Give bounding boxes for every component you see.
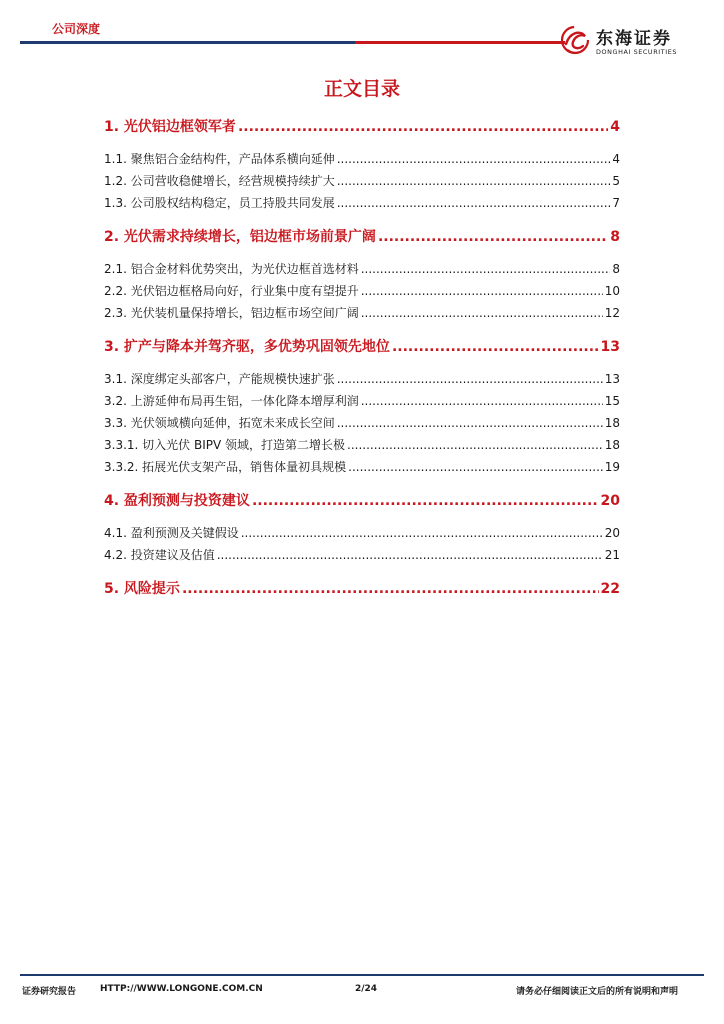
toc-entry-level2[interactable] — [104, 546, 620, 563]
toc-entry-text: 3.3.1. 切入光伏 BIPV 领域，打造第二增长极 — [104, 438, 346, 452]
toc-entry-level2[interactable] — [104, 524, 620, 541]
toc-entry-level2[interactable] — [104, 194, 620, 211]
toc-entry-text: 5. 风险提示 — [104, 581, 180, 597]
toc-entry-level2[interactable] — [104, 172, 620, 189]
toc-entry-page: 18 — [604, 416, 620, 430]
footer-website-link[interactable]: HTTP://WWW.LONGONE.COM.CN — [100, 984, 263, 994]
toc-entry-text: 3.3.2. 拓展光伏支架产品，销售体量初具规模 — [104, 460, 347, 474]
toc-entry-level2[interactable] — [104, 304, 620, 321]
toc-leader-dots — [378, 229, 608, 245]
toc-title: 正文目录 — [323, 78, 400, 100]
toc-leader-dots — [348, 460, 603, 474]
toc-entry-page: 22 — [600, 581, 620, 597]
toc-entry-text: 2.1. 铝合金材料优势突出，为光伏边框首选材料 — [104, 262, 359, 276]
footer-disclaimer: 请务必仔细阅读正文后的所有说明和声明 — [516, 987, 679, 997]
toc-leader-dots — [241, 526, 603, 540]
toc-entry-text: 1.2. 公司营收稳健增长，经营规模持续扩大 — [104, 174, 335, 188]
footer-rule — [20, 974, 704, 976]
toc-entry-text: 1. 光伏铝边框领军者 — [104, 119, 236, 135]
toc-entry-level2[interactable] — [104, 392, 620, 409]
toc-entry-page: 7 — [612, 196, 620, 210]
toc-entry-level1[interactable] — [104, 116, 620, 136]
toc-entry-text: 2.3. 光伏装机量保持增长，铝边框市场空间广阔 — [104, 306, 359, 320]
toc-entry-text: 2. 光伏需求持续增长，铝边框市场前景广阔 — [104, 229, 376, 245]
toc-leader-dots — [337, 174, 611, 188]
toc-leader-dots — [361, 284, 603, 298]
toc-entry-page: 19 — [604, 460, 620, 474]
toc-entry-text: 4. 盈利预测与投资建议 — [104, 493, 250, 509]
footer-report-label: 证券研究报告 — [22, 987, 77, 997]
header-rule-red — [355, 41, 565, 44]
toc-entry-text: 1.1. 聚焦铝合金结构件，产品体系横向延伸 — [104, 152, 335, 166]
toc-entry-text: 3.2. 上游延伸布局再生铝，一体化降本增厚利润 — [104, 394, 359, 408]
toc-entry-page: 5 — [612, 174, 620, 188]
logo-chinese-name: 东海证券 — [596, 29, 672, 49]
toc-entry-level1[interactable] — [104, 490, 620, 510]
toc-entry-level2[interactable] — [104, 282, 620, 299]
toc-entry-text: 3. 扩产与降本并驾齐驱，多优势巩固领先地位 — [104, 339, 390, 355]
toc-entry-page: 20 — [600, 493, 620, 509]
footer-page-number: 2/24 — [355, 984, 378, 994]
company-logo — [558, 22, 688, 60]
toc-entry-text: 3.3. 光伏领域横向延伸，拓宽未来成长空间 — [104, 416, 335, 430]
toc-leader-dots — [238, 119, 608, 135]
toc-entry-text: 1.3. 公司股权结构稳定，员工持股共同发展 — [104, 196, 335, 210]
toc-leader-dots — [361, 306, 603, 320]
toc-leader-dots — [361, 394, 603, 408]
toc-entry-page: 4 — [610, 119, 620, 135]
toc-leader-dots — [361, 262, 611, 276]
toc-entry-level3[interactable] — [104, 458, 620, 475]
toc-entry-level1[interactable] — [104, 336, 620, 356]
toc-entry-page: 12 — [604, 306, 620, 320]
toc-leader-dots — [252, 493, 599, 509]
toc-entry-text: 4.1. 盈利预测及关键假设 — [104, 526, 239, 540]
toc-entry-page: 10 — [604, 284, 620, 298]
toc-leader-dots — [217, 548, 603, 562]
toc-entry-level2[interactable] — [104, 414, 620, 431]
toc-entry-level2[interactable] — [104, 370, 620, 387]
logo-english-name: DONGHAI SECURITIES — [596, 48, 678, 56]
toc-entry-level3[interactable] — [104, 436, 620, 453]
toc-entry-page: 18 — [604, 438, 620, 452]
header-rule-navy — [20, 41, 355, 44]
toc-leader-dots — [337, 372, 603, 386]
toc-entry-page: 21 — [604, 548, 620, 562]
toc-leader-dots — [392, 339, 599, 355]
toc-leader-dots — [347, 438, 603, 452]
toc-entry-text: 2.2. 光伏铝边框格局向好，行业集中度有望提升 — [104, 284, 359, 298]
toc-entry-level2[interactable] — [104, 150, 620, 167]
toc-leader-dots — [337, 416, 603, 430]
toc-entry-page: 13 — [600, 339, 620, 355]
toc-entry-page: 4 — [612, 152, 620, 166]
toc-entry-page: 15 — [604, 394, 620, 408]
report-type-tag: 公司深度 — [52, 22, 101, 36]
dragon-logo-icon — [558, 22, 592, 58]
toc-entry-level2[interactable] — [104, 260, 620, 277]
toc-leader-dots — [337, 196, 611, 210]
toc-entry-text: 4.2. 投资建议及估值 — [104, 548, 215, 562]
toc-entry-page: 8 — [610, 229, 620, 245]
toc-entry-page: 8 — [612, 262, 620, 276]
toc-entry-page: 13 — [604, 372, 620, 386]
toc-entry-level1[interactable] — [104, 226, 620, 246]
toc-entry-text: 3.1. 深度绑定头部客户，产能规模快速扩张 — [104, 372, 335, 386]
toc-leader-dots — [182, 581, 599, 597]
toc-leader-dots — [337, 152, 611, 166]
toc-entry-page: 20 — [604, 526, 620, 540]
toc-entry-level1[interactable] — [104, 578, 620, 598]
